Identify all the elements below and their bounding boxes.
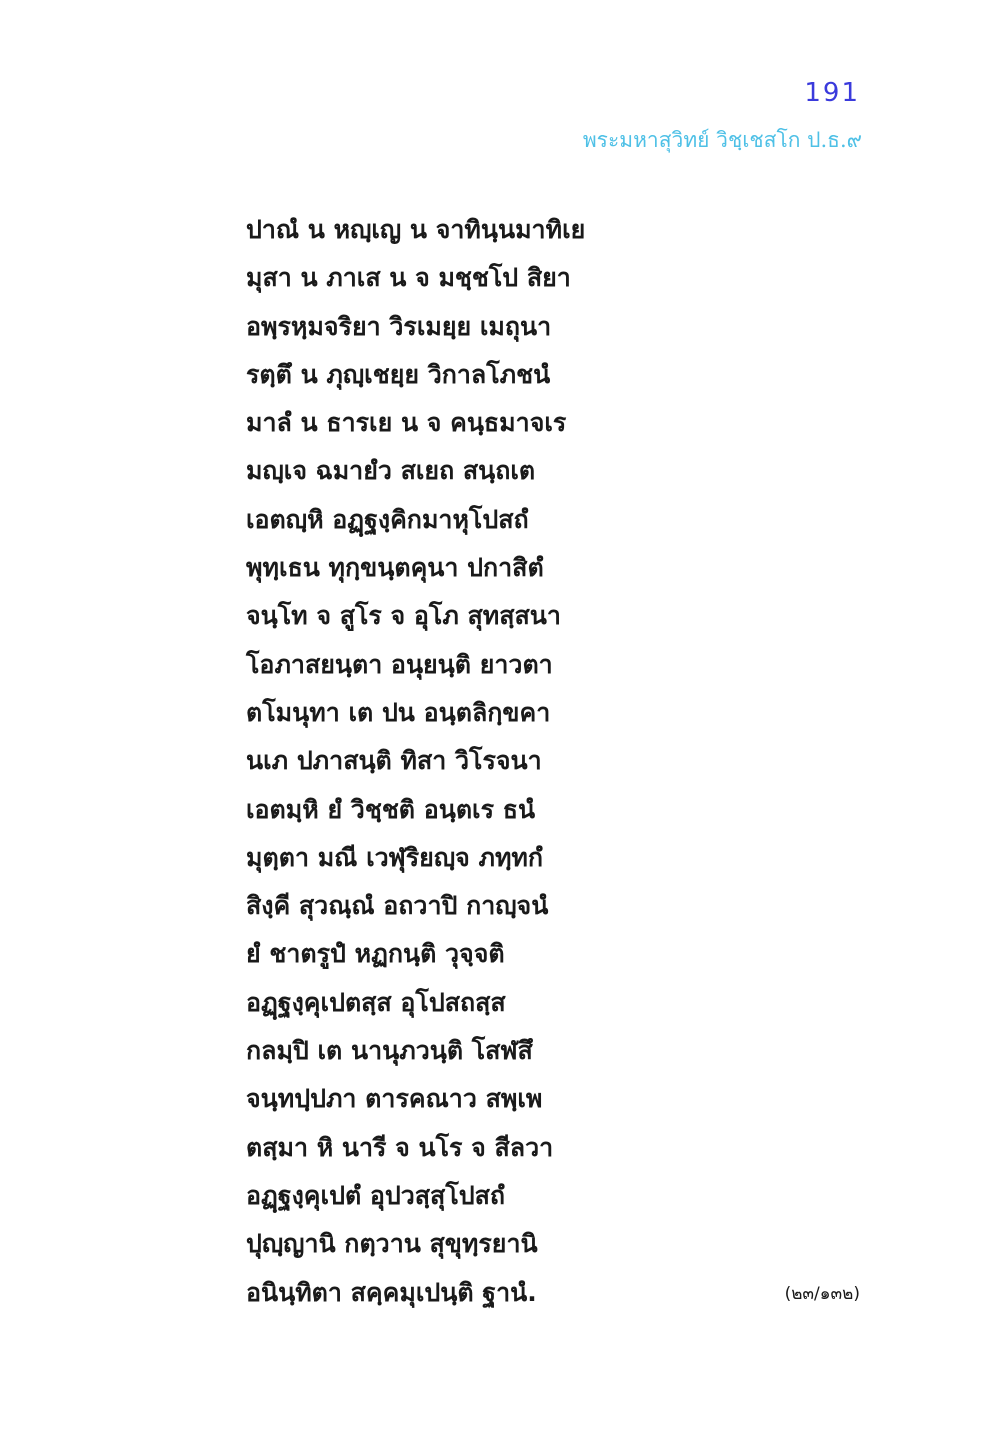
verse-line: มุตฺตา มณี เวฬุริยญฺจ ภทฺทกํ bbox=[246, 842, 544, 872]
verse-line: โอภาสยนฺตา อนุยนฺติ ยาวตา bbox=[246, 649, 553, 679]
verse-line: ตโมนุทา เต ปน อนฺตลิกฺขคา bbox=[246, 697, 551, 727]
verse-line: กลมฺปิ เต นานุภวนฺติ โสฬสึ bbox=[246, 1036, 533, 1066]
verse-list bbox=[246, 208, 585, 1319]
author-header: พระมหาสุวิทย์ วิชฺเชสโก ป.ธ.๙ bbox=[582, 128, 862, 152]
verse-line: ตสฺมา หิ นารี จ นโร จ สีลวา bbox=[246, 1132, 554, 1162]
verse-line: ปุญฺญานิ กตฺวาน สุขุทฺรยานิ bbox=[246, 1229, 538, 1259]
verse-line: เอตมฺหิ ยํ วิชฺชติ อนฺตเร ธนํ bbox=[246, 794, 536, 824]
verse-line: สิงฺคี สุวณฺณํ อถวาปิ กาญฺจนํ bbox=[246, 891, 549, 921]
page-number: 191 bbox=[804, 78, 860, 108]
verse-line: อพฺรหฺมจริยา วิรเมยฺย เมถุนา bbox=[246, 311, 552, 341]
verse-line: จนฺทปฺปภา ตารคณาว สพฺเพ bbox=[246, 1084, 543, 1114]
verse-line: อฏฺฐงฺคุเปตํ อุปวสฺสุโปสถํ bbox=[246, 1180, 506, 1210]
verse-line: นเภ ปภาสนฺติ ทิสา วิโรจนา bbox=[246, 746, 542, 776]
verse-line: เอตญฺหิ อฏฺฐงฺคิกมาหุโปสถํ bbox=[246, 504, 529, 534]
verse-line: มาลํ น ธารเย น จ คนฺธมาจเร bbox=[246, 408, 567, 438]
verse-line: จนฺโท จ สูโร จ อุโภ สุทสฺสนา bbox=[246, 601, 561, 631]
verse-line: รตฺตึ น ภุญฺเชยฺย วิกาลโภชนํ bbox=[246, 359, 551, 389]
verse-line: ปาณํ น หญฺเญ น จาทินฺนมาทิเย bbox=[246, 215, 586, 244]
verse-line: พุทฺเธน ทุกฺขนฺตคุนา ปกาสิตํ bbox=[246, 553, 544, 583]
verse-line: อนินฺทิตา สคฺคมุเปนฺติ ฐานํ. bbox=[246, 1277, 537, 1307]
scripture-reference: (๒๓/๑๓๒) bbox=[784, 1284, 860, 1304]
verse-line: มญฺเจ ฉมายํว สเยถ สนฺถเต bbox=[246, 456, 536, 486]
verse-line: มุสา น ภาเส น จ มชฺชโป สิยา bbox=[246, 263, 571, 293]
verse-line: อฏฺฐงฺคุเปตสฺส อุโปสถสฺส bbox=[246, 987, 506, 1017]
verse-line: ยํ ชาตรูปํ หฏกนฺติ วุจฺจติ bbox=[246, 939, 505, 969]
